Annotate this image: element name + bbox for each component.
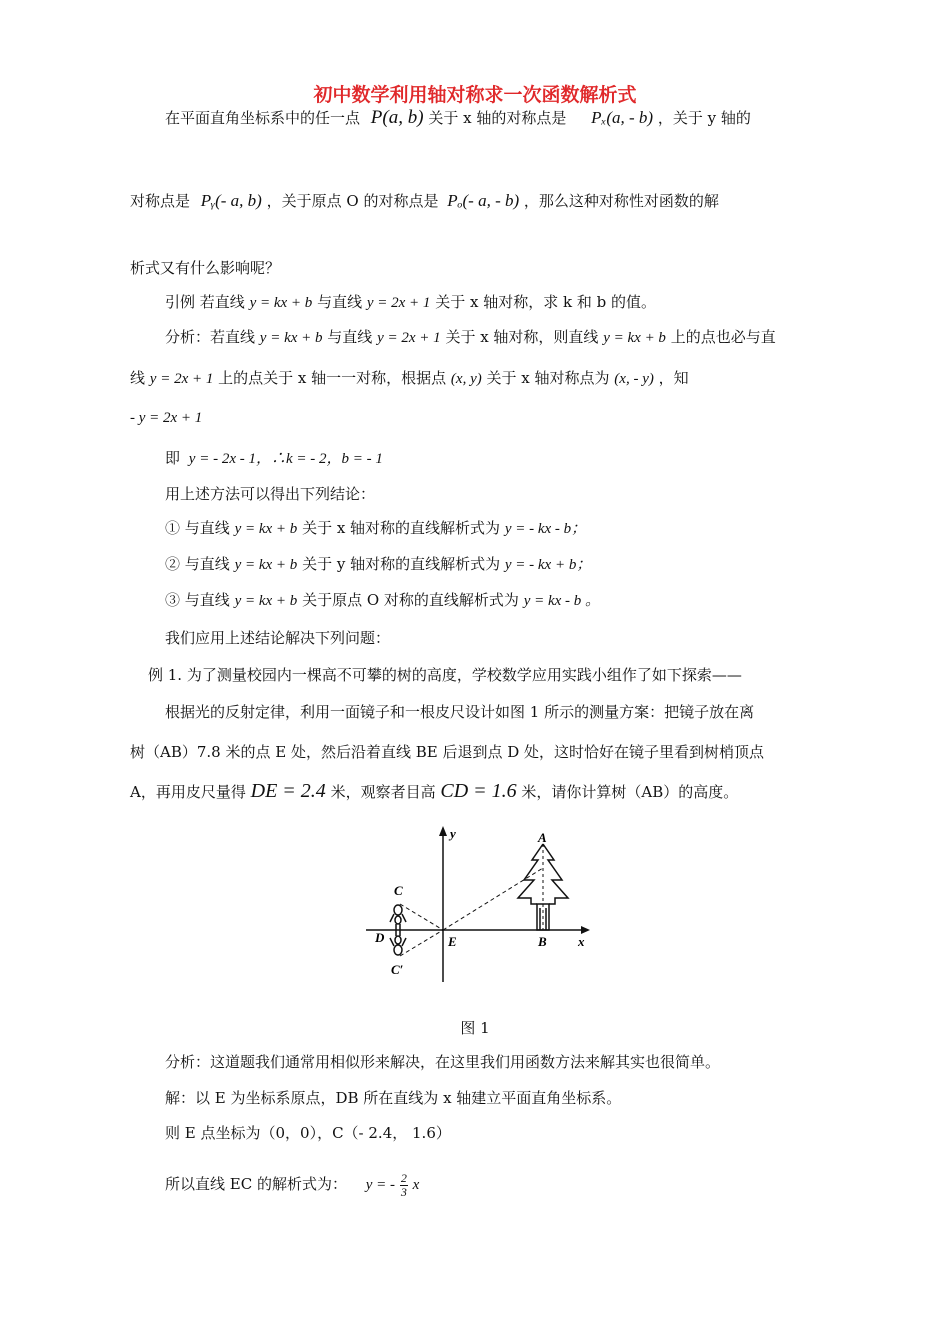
text: 与直线 xyxy=(317,293,363,311)
solution-analysis: 分析：这道题我们通常用相似形来解决，在这里我们用函数方法来解其实也很简单。 xyxy=(165,1053,721,1071)
figure-1-diagram xyxy=(366,822,596,987)
equation: y = kx + b xyxy=(249,295,313,311)
equation: (x, y) xyxy=(450,371,482,387)
observer-reflection-icon xyxy=(390,930,406,955)
apply-text: 我们应用上述结论解决下列问题： xyxy=(165,629,391,647)
text: A，再用皮尺量得 xyxy=(130,783,246,801)
fraction-numerator: 2 xyxy=(400,1170,407,1185)
solution-setup: 解：以 E 为坐标系原点，DB 所在直线为 x 轴建立平面直角坐标系。 xyxy=(165,1089,622,1107)
intro-line-2 xyxy=(130,191,719,211)
equation: y = kx + b xyxy=(234,593,298,609)
line-ce xyxy=(400,904,443,930)
y-axis-label: y xyxy=(450,826,456,841)
equation: y = 2x + 1 xyxy=(149,371,214,387)
text: 所以直线 EC 的解析式为： xyxy=(165,1175,347,1193)
example1-line-1: 例 1. 为了测量校园内一棵高不可攀的树的高度，学校数学应用实践小组作了如下探索—— xyxy=(148,666,742,684)
text: 关于 y 轴对称的直线解析式为 xyxy=(302,555,501,573)
equation: y = - kx + b； xyxy=(504,557,592,573)
text: 关于 x 轴对称，则直线 xyxy=(445,328,599,346)
intro-line-3: 析式又有什么影响呢？ xyxy=(130,259,281,277)
point-p: P(a, b) xyxy=(370,107,424,128)
text: 与直线 xyxy=(327,328,373,346)
label-b: B xyxy=(538,934,547,949)
x-axis-label: x xyxy=(578,934,585,949)
equation: y = 2x + 1 xyxy=(377,330,441,346)
equation: y = kx + b xyxy=(603,330,666,346)
equation: x xyxy=(412,1177,420,1193)
intro-text: 对称点是 xyxy=(130,192,191,210)
example1-line-4 xyxy=(130,781,738,802)
equation: y = kx + b xyxy=(234,557,298,573)
equation: y = 2x + 1 xyxy=(366,295,431,311)
label-a: A xyxy=(538,830,547,845)
y-axis-arrow-icon xyxy=(439,826,447,836)
solution-coords: 则 E 点坐标为（0，0），C（- 2.4， 1.6） xyxy=(165,1124,451,1142)
conclusion-2 xyxy=(165,554,591,575)
text: 分析：若直线 xyxy=(165,328,256,346)
x-axis-arrow-icon xyxy=(581,926,590,934)
equation: y = - 2x - 1，∴k = - 2，b = - 1 xyxy=(188,451,383,467)
equation-cd: CD = 1.6 xyxy=(440,780,517,802)
text: 关于 x 轴对称，求 k 和 b 的值。 xyxy=(435,293,656,311)
observer-icon xyxy=(390,905,406,930)
text: 上的点关于 x 轴一一对称，根据点 xyxy=(218,369,447,387)
intro-line-1 xyxy=(165,108,751,128)
label-e: E xyxy=(448,934,457,949)
text: 米，观察者目高 xyxy=(330,783,436,801)
figure-caption: 图 1 xyxy=(460,1019,490,1037)
conclusions-lead: 用上述方法可以得出下列结论： xyxy=(165,485,376,503)
equation: y = kx + b xyxy=(259,330,323,346)
point-px: Pₓ(a, - b) xyxy=(591,108,654,127)
intro-text: ，关于 y 轴的 xyxy=(657,109,751,127)
equation: y = kx + b xyxy=(234,521,298,537)
text: ，知 xyxy=(658,369,689,387)
analysis-line-2 xyxy=(130,368,689,389)
intro-text: ，关于原点 O 的对称点是 xyxy=(266,192,439,210)
text: ② 与直线 xyxy=(165,555,230,573)
equation: (x, - y) xyxy=(614,371,654,387)
conclusion-1 xyxy=(165,518,586,539)
equation: y = - xyxy=(365,1177,396,1193)
point-po: Pₒ(- a, - b) xyxy=(447,191,520,210)
page-title: 初中数学利用轴对称求一次函数解析式 xyxy=(313,84,637,106)
analysis-line-3: - y = 2x + 1 xyxy=(130,410,203,426)
label-d: D xyxy=(375,930,385,945)
intro-example xyxy=(165,292,656,313)
example1-line-3: 树（AB）7.8 米的点 E 处，然后沿着直线 BE 后退到点 D 处，这时恰好在镜子里看到树梢顶点 xyxy=(130,743,765,761)
text: 即 xyxy=(165,449,181,467)
intro-text: 在平面直角坐标系中的任一点 xyxy=(165,109,361,127)
text: ③ 与直线 xyxy=(165,591,230,609)
intro-text: 关于 x 轴的对称点是 xyxy=(428,109,567,127)
text: 关于原点 O 对称的直线解析式为 xyxy=(302,591,519,609)
fraction-denominator: 3 xyxy=(400,1184,407,1199)
text: 引例 若直线 xyxy=(165,293,245,311)
equation: y = - kx - b； xyxy=(504,521,587,537)
intro-text: ，那么这种对称性对函数的解 xyxy=(523,192,719,210)
equation: y = kx - b 。 xyxy=(523,593,601,609)
line-ea xyxy=(443,868,543,930)
label-c-prime: C′ xyxy=(391,962,404,977)
text: 上的点也必与直 xyxy=(670,328,776,346)
fraction xyxy=(400,1172,408,1199)
text: 米，请你计算树（AB）的高度。 xyxy=(521,783,739,801)
text: ① 与直线 xyxy=(165,519,230,537)
label-c: C xyxy=(394,883,403,898)
conclusion-3 xyxy=(165,590,600,611)
solution-ec-equation xyxy=(165,1170,419,1199)
equation-de: DE = 2.4 xyxy=(250,780,326,802)
text: 线 xyxy=(130,369,146,387)
point-py: Pᵧ(- a, b) xyxy=(200,191,262,210)
analysis-line-1 xyxy=(165,327,776,348)
example1-line-2: 根据光的反射定律，利用一面镜子和一根皮尺设计如图 1 所示的测量方案：把镜子放在离 xyxy=(165,703,755,721)
text: 关于 x 轴对称点为 xyxy=(486,369,610,387)
text: 关于 x 轴对称的直线解析式为 xyxy=(302,519,501,537)
line-c-prime-e xyxy=(400,930,443,956)
analysis-line-4 xyxy=(165,448,383,469)
